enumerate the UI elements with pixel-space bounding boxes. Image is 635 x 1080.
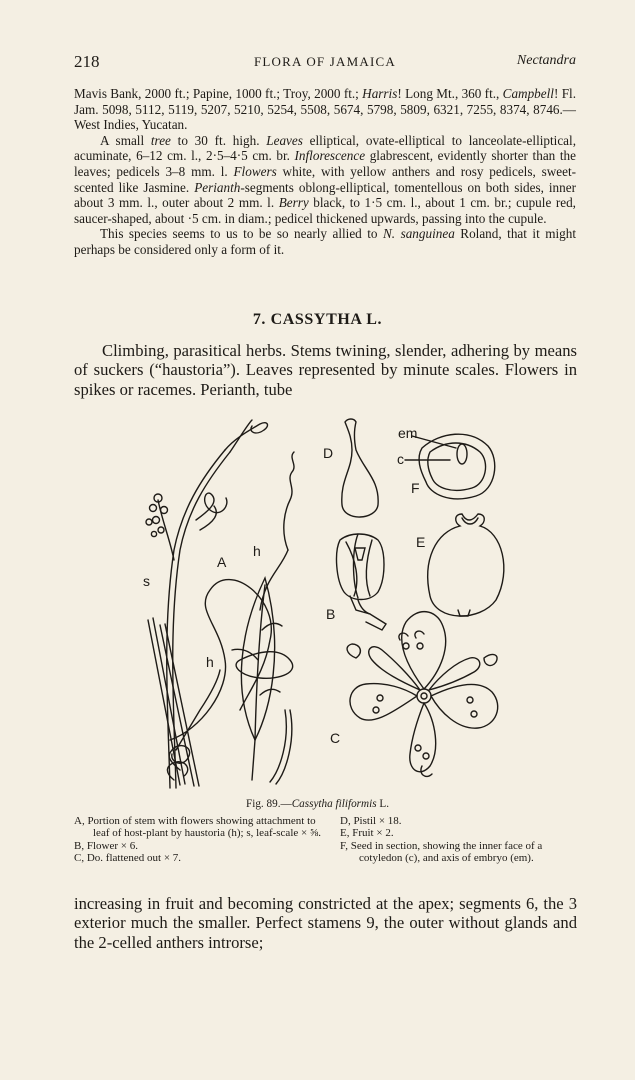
figure-89 [140,410,510,790]
label-em: em [398,425,418,441]
running-genus: Nectandra [516,53,576,68]
species-text-block [74,86,576,258]
label-c-flower: C [330,730,341,746]
continuation-text-block [74,894,577,952]
genus-intro-text: Climbing, parasitical herbs. Stems twining, slender, adhering by means of suckers (“haustoria”). Leaves represented by minute scales. Flowers in spikes or racemes. Perianth, tube [74,341,577,399]
label-b: B [326,606,336,622]
note-paragraph: This species seems to us to be so nearly allied to N. sanguinea Roland, that it might perhaps be considered only a form of it. [74,226,576,257]
running-title: FLORA OF JAMAICA [253,54,396,69]
figure-legend-right [340,815,552,865]
label-s: s [143,573,150,589]
host-leaf [232,578,293,784]
legend-item-f: F, Seed in section, showing the inner face of a cotyledon (c), and axis of embryo (em). [340,839,543,865]
figure-legend-left [74,815,326,865]
label-d: D [323,445,334,461]
botanical-illustration [140,410,510,790]
label-h-lower: h [206,654,214,670]
fruit-e [428,514,504,616]
page-number: 218 [74,52,100,71]
section-title: 7. CASSYTHA L. [252,311,383,328]
description-paragraph: A small tree to 30 ft. high. Leaves elliptical, ovate-elliptical to lanceolate-elliptical, acuminate, 6–12 cm. l., 2·5–4·5 cm. br. Inflorescence glabrescent, evidently shorter than the leaves; pedicels 3–8 mm. l. Flowers white, with yellow anthers and rosy pedicels, sweet-scented like Jasmine. Perianth-segments oblong-elliptical, tomentellous on both sides, inner about 3 mm. l., outer about 2 mm. l. Berry black, to 1·5 cm. l., about 1 cm. br.; cupule red, saucer-shaped, about ·5 cm. in diam.; pedicel thickened upwards, passing into the cupule. [74,132,577,226]
label-a: A [217,554,227,570]
stem-portion-a [148,420,271,788]
flower-b [337,534,386,630]
continuation-text: increasing in fruit and becoming constricted at the apex; segments 6, the 3 exterior much the smaller. Perfect stamens 9, the outer without glands and the 2-celled anthers introrse; [74,894,577,952]
localities-paragraph: Mavis Bank, 2000 ft.; Papine, 1000 ft.; Troy, 2000 ft.; Harris! Long Mt., 360 ft., Campbell! Fl. Jam. 5098, 5112, 5119, 5207, 5210, 5254, 5508, 5674, 5798, 5809, 6321, 7255, 8374, 8746.—West Indies, Yucatan. [74,86,576,133]
flower-spike [146,494,174,560]
pistil-d [342,419,378,517]
legend-item-d: D, Pistil × 18. [340,815,402,827]
label-h-upper: h [253,543,261,559]
figure-caption: Fig. 89.—Cassytha filiformis L. [246,798,389,810]
legend-item-a: A, Portion of stem with flowers showing attachment to leaf of host-plant by haustoria (h); s, leaf-scale × ⅝. [74,815,321,840]
legend-item-b: B, Flower × 6. [74,839,138,852]
running-header [74,52,576,74]
label-c: c [397,451,404,467]
label-f: F [411,480,420,496]
label-e: E [416,534,426,550]
legend-item-e: E, Fruit × 2. [340,827,394,840]
flower-flattened-c [347,612,498,777]
genus-intro [74,341,577,399]
legend-item-c: C, Do. flattened out × 7. [74,852,182,865]
